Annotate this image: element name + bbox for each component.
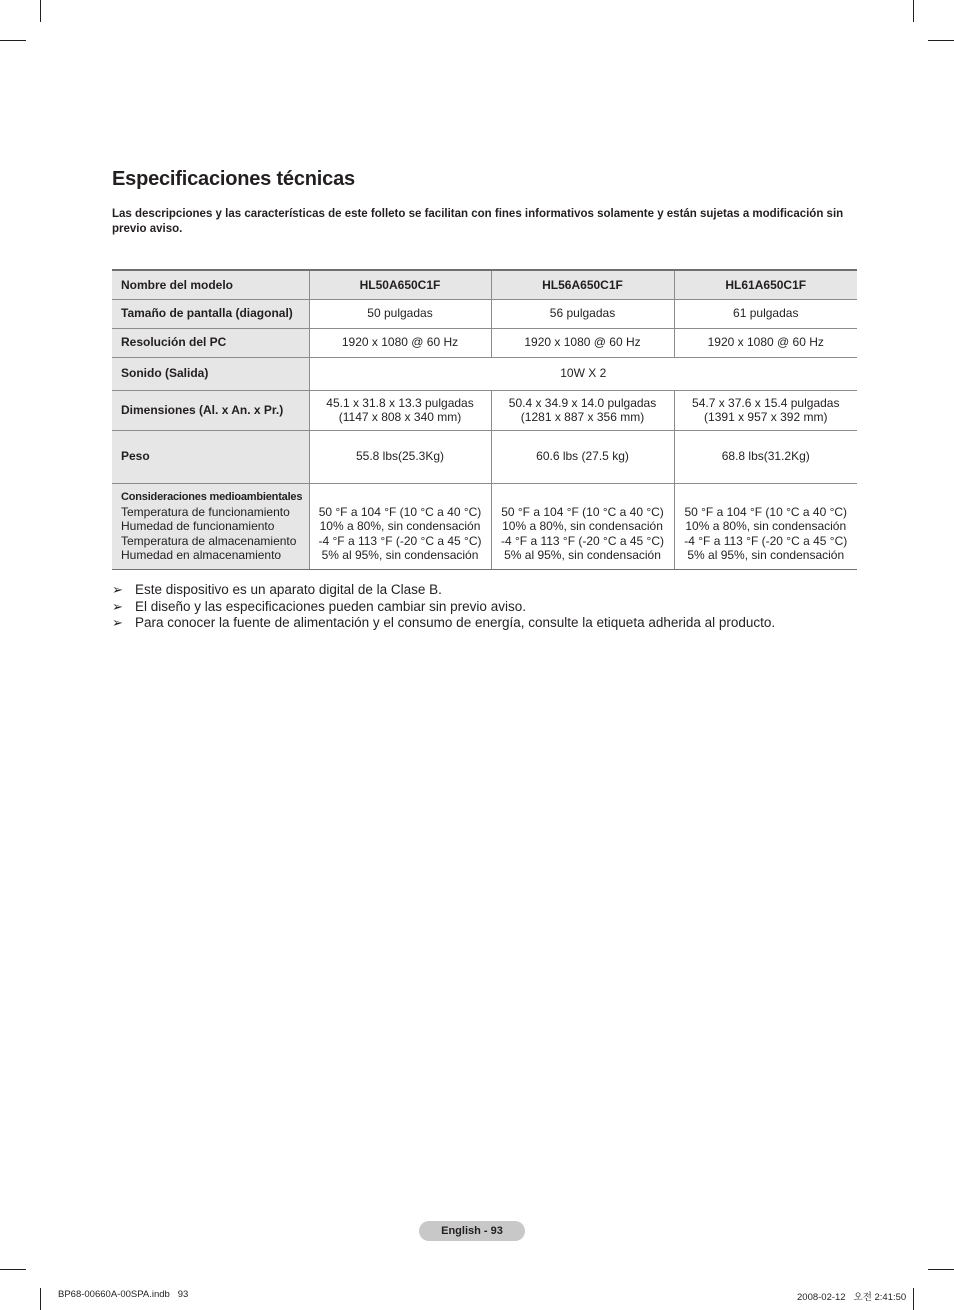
environment-value: 50 °F a 104 °F (10 °C a 40 °C) 10% a 80%, sin condensación -4 °F a 113 °F (-20 °C a 45 °C) 5% al 95%, sin condensación [309, 483, 491, 569]
list-item [112, 599, 775, 616]
environment-label: Consideraciones medioambientales Temperatura de funcionamiento Humedad de funcionamiento Temperatura de almacenamiento Humedad en almacenamiento [112, 483, 309, 569]
weight-value: 55.8 lbs(25.3Kg) [309, 430, 491, 483]
pc-resolution-value: 1920 x 1080 @ 60 Hz [309, 328, 491, 357]
list-item [112, 582, 775, 599]
table-row [112, 390, 857, 430]
screen-size-value: 61 pulgadas [674, 299, 857, 328]
crop-mark [0, 1269, 26, 1270]
page-number-badge: English - 93 [419, 1221, 525, 1241]
crop-mark [40, 1288, 41, 1310]
list-item [112, 615, 775, 632]
environment-value: 50 °F a 104 °F (10 °C a 40 °C) 10% a 80%, sin condensación -4 °F a 113 °F (-20 °C a 45 °C) 5% al 95%, sin condensación [674, 483, 857, 569]
note-text: Este dispositivo es un aparato digital de la Clase B. [135, 582, 442, 597]
sound-label: Sonido (Salida) [112, 357, 309, 390]
screen-size-label: Tamaño de pantalla (diagonal) [112, 299, 309, 328]
notes-list [112, 582, 775, 632]
environment-title: Consideraciones medioambientales [121, 491, 303, 503]
print-timestamp: 2008-02-12 오전 2:41:50 [797, 1292, 907, 1303]
crop-mark [913, 0, 914, 22]
screen-size-value: 56 pulgadas [491, 299, 674, 328]
screen-size-value: 50 pulgadas [309, 299, 491, 328]
arrow-bullet-icon: ➢ [112, 598, 123, 614]
crop-mark [928, 40, 954, 41]
table-row [112, 357, 857, 390]
weight-value: 60.6 lbs (27.5 kg) [491, 430, 674, 483]
sound-value: 10W X 2 [309, 357, 857, 390]
model-label: Nombre del modelo [112, 270, 309, 299]
crop-mark [928, 1269, 954, 1270]
model-name: HL61A650C1F [674, 270, 857, 299]
weight-value: 68.8 lbs(31.2Kg) [674, 430, 857, 483]
crop-mark [913, 1288, 914, 1310]
table-header-row [112, 270, 857, 299]
weight-label: Peso [112, 430, 309, 483]
dimensions-value: 50.4 x 34.9 x 14.0 pulgadas (1281 x 887 x 356 mm) [491, 390, 674, 430]
dimensions-value: 45.1 x 31.8 x 13.3 pulgadas (1147 x 808 x 340 mm) [309, 390, 491, 430]
page-title: Especificaciones técnicas [112, 168, 355, 190]
dimensions-label: Dimensiones (Al. x An. x Pr.) [112, 390, 309, 430]
file-name: BP68-00660A-00SPA.indb 93 [58, 1289, 189, 1300]
note-text: El diseño y las especificaciones pueden cambiar sin previo aviso. [135, 598, 526, 614]
environment-value: 50 °F a 104 °F (10 °C a 40 °C) 10% a 80%, sin condensación -4 °F a 113 °F (-20 °C a 45 °C) 5% al 95%, sin condensación [491, 483, 674, 569]
intro-text: Las descripciones y las características de este folleto se facilitan con fines informativos solamente y están sujetas a modificación sin previo aviso. [112, 208, 844, 235]
table-row [112, 483, 857, 569]
arrow-bullet-icon: ➢ [112, 582, 123, 597]
model-name: HL56A650C1F [491, 270, 674, 299]
table-row [112, 328, 857, 357]
crop-mark [0, 40, 26, 41]
crop-mark [40, 0, 41, 22]
pc-resolution-value: 1920 x 1080 @ 60 Hz [491, 328, 674, 357]
pc-resolution-value: 1920 x 1080 @ 60 Hz [674, 328, 857, 357]
table-row [112, 299, 857, 328]
pc-resolution-label: Resolución del PC [112, 328, 309, 357]
arrow-bullet-icon: ➢ [112, 615, 123, 630]
dimensions-value: 54.7 x 37.6 x 15.4 pulgadas (1391 x 957 x 392 mm) [674, 390, 857, 430]
note-text: Para conocer la fuente de alimentación y el consumo de energía, consulte la etiqueta adherida al producto. [135, 615, 776, 630]
model-name: HL50A650C1F [309, 270, 491, 299]
specifications-table [112, 269, 857, 570]
table-row [112, 430, 857, 483]
